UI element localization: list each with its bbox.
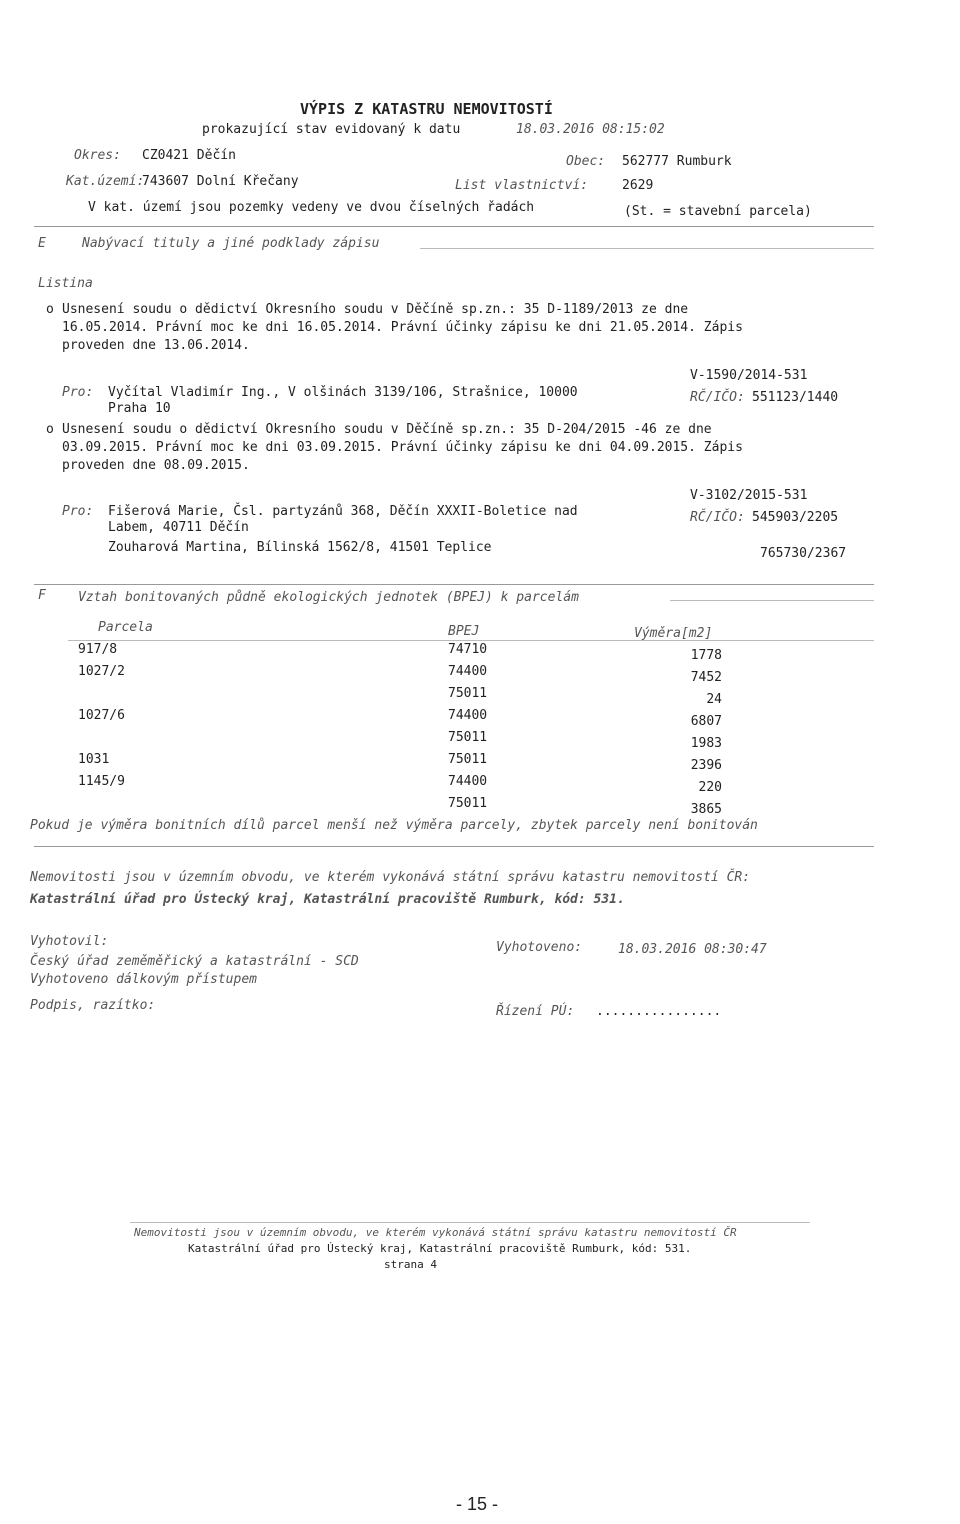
vymera-cell: 24 <box>706 692 722 707</box>
authority-line-2: Katastrální úřad pro Ústecký kraj, Katastrální pracoviště Rumburk, kód: 531. <box>30 892 625 907</box>
lv-value: 2629 <box>622 178 654 193</box>
rc-label: RČ/IČO: <box>690 390 745 405</box>
okres-value: CZ0421 Děčín <box>142 148 236 163</box>
bpej-cell: 75011 <box>448 686 488 701</box>
rc-value: 545903/2205 <box>752 510 839 525</box>
rc-label: RČ/IČO: <box>690 510 745 525</box>
parcela-cell: 917/8 <box>78 642 118 657</box>
table-header-rule <box>68 640 874 641</box>
divider <box>34 584 874 585</box>
owner-line: Fišerová Marie, Čsl. partyzánů 368, Děčín XXXII-Boletice nad <box>108 504 578 519</box>
parcel-series-note-right: (St. = stavební parcela) <box>624 204 812 219</box>
footer-page-label: strana 4 <box>384 1258 437 1271</box>
entry-line: proveden dne 08.09.2015. <box>62 458 250 473</box>
parcela-cell: 1031 <box>78 752 110 767</box>
footer-line-2: Katastrální úřad pro Ústecký kraj, Katastrální pracoviště Rumburk, kód: 531. <box>188 1242 692 1255</box>
okres-label: Okres: <box>74 148 121 163</box>
col-header-bpej: BPEJ <box>448 624 480 639</box>
footer-line-1: Nemovitosti jsou v územním obvodu, ve kterém vykonává státní správu katastru nemovitostí ČR <box>134 1226 737 1239</box>
bpej-cell: 74400 <box>448 664 488 679</box>
section-f-heading: Vztah bonitovaných půdně ekologických jednotek (BPEJ) k parcelám <box>78 590 579 605</box>
entry-line: 16.05.2014. Právní moc ke dni 16.05.2014. Právní účinky zápisu ke dni 21.05.2014. Zápis <box>62 320 743 335</box>
lv-label: List vlastnictví: <box>455 178 589 193</box>
entry-line: Usnesení soudu o dědictví Okresního soudu v Děčíně sp.zn.: 35 D-1189/2013 ze dne <box>62 302 689 317</box>
bpej-cell: 75011 <box>448 730 488 745</box>
section-e-rule <box>420 248 874 249</box>
section-f-letter: F <box>38 588 46 603</box>
section-f-rule <box>670 600 874 601</box>
bpej-cell: 75011 <box>448 796 488 811</box>
entry-line: 03.09.2015. Právní moc ke dni 03.09.2015. Právní účinky zápisu ke dni 04.09.2015. Zápis <box>62 440 743 455</box>
vymera-cell: 220 <box>698 780 722 795</box>
bullet: o <box>46 302 54 317</box>
vymera-cell: 7452 <box>690 670 722 685</box>
kat-label: Kat.území: <box>66 174 145 189</box>
vymera-cell: 2396 <box>690 758 722 773</box>
rizeni-label: Řízení PÚ: <box>496 1004 575 1019</box>
bpej-cell: 74400 <box>448 774 488 789</box>
col-header-vymera: Výměra[m2] <box>634 626 713 641</box>
obec-value: 562777 Rumburk <box>622 154 732 169</box>
page-number: - 15 - <box>456 1494 499 1514</box>
parcela-cell: 1027/6 <box>78 708 125 723</box>
vymera-cell: 1778 <box>690 648 722 663</box>
listina-label: Listina <box>38 276 93 291</box>
vymera-cell: 1983 <box>690 736 722 751</box>
col-header-parcela: Parcela <box>98 620 153 635</box>
divider <box>34 226 874 227</box>
bpej-footnote: Pokud je výměra bonitních dílů parcel menší než výměra parcely, zbytek parcely není bonitován <box>30 818 758 833</box>
state-label: prokazující stav evidovaný k datu <box>202 122 461 137</box>
owner-line-cont: Labem, 40711 Děčín <box>108 520 249 535</box>
footer-rule <box>130 1222 810 1223</box>
rizeni-dots: ................ <box>596 1004 722 1019</box>
owner-line-cont: Praha 10 <box>108 401 171 416</box>
pro-label: Pro: <box>62 504 94 519</box>
divider <box>34 846 874 847</box>
bullet: o <box>46 422 54 437</box>
authority-line-1: Nemovitosti jsou v územním obvodu, ve kterém vykonává státní správu katastru nemovitostí ČR: <box>30 870 751 885</box>
owner-line: Zouharová Martina, Bílinská 1562/8, 41501 Teplice <box>108 540 492 555</box>
entry-ref: V-3102/2015-531 <box>690 488 808 503</box>
bpej-cell: 75011 <box>448 752 488 767</box>
vyhotovil-line-2: Vyhotoveno dálkovým přístupem <box>30 972 257 987</box>
vyhotovil-line-1: Český úřad zeměměřický a katastrální - SCD <box>30 954 359 969</box>
parcela-cell: 1027/2 <box>78 664 125 679</box>
vymera-cell: 3865 <box>690 802 722 817</box>
section-e-heading: Nabývací tituly a jiné podklady zápisu <box>82 236 380 251</box>
section-e-letter: E <box>38 236 46 251</box>
document-title: VÝPIS Z KATASTRU NEMOVITOSTÍ <box>300 100 553 118</box>
podpis-label: Podpis, razítko: <box>30 998 156 1013</box>
bpej-cell: 74710 <box>448 642 488 657</box>
rc-value: 551123/1440 <box>752 390 839 405</box>
pro-label: Pro: <box>62 385 94 400</box>
vyhotoveno-label: Vyhotoveno: <box>496 940 583 955</box>
rc-value: 765730/2367 <box>760 546 847 561</box>
parcel-series-note: V kat. území jsou pozemky vedeny ve dvou číselných řadách <box>88 200 535 215</box>
bpej-cell: 74400 <box>448 708 488 723</box>
owner-line: Vyčítal Vladimír Ing., V olšinách 3139/106, Strašnice, 10000 <box>108 385 578 400</box>
kat-value: 743607 Dolní Křečany <box>142 174 299 189</box>
state-datetime: 18.03.2016 08:15:02 <box>516 122 665 137</box>
vyhotoveno-value: 18.03.2016 08:30:47 <box>618 942 767 957</box>
entry-line: proveden dne 13.06.2014. <box>62 338 250 353</box>
parcela-cell: 1145/9 <box>78 774 125 789</box>
vymera-cell: 6807 <box>690 714 722 729</box>
entry-ref: V-1590/2014-531 <box>690 368 808 383</box>
obec-label: Obec: <box>566 154 606 169</box>
entry-line: Usnesení soudu o dědictví Okresního soudu v Děčíně sp.zn.: 35 D-204/2015 -46 ze dne <box>62 422 712 437</box>
vyhotovil-label: Vyhotovil: <box>30 934 109 949</box>
